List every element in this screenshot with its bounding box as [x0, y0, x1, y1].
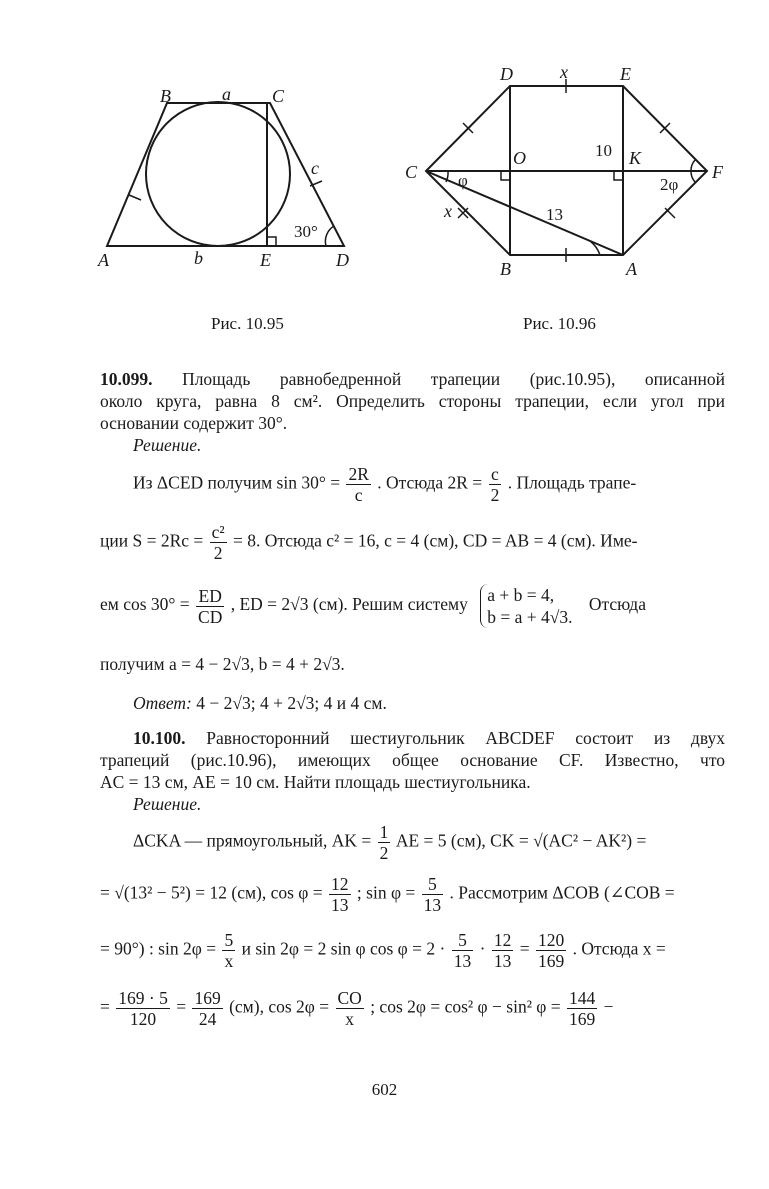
label-E: E	[260, 250, 271, 270]
math-text: = 8. Отсюда c² = 16, c = 4 (см), CD = AB = 4 (см). Име-	[233, 530, 638, 551]
math-text: . Площадь трапе-	[507, 472, 637, 493]
fraction: $\frac{169 \cdot 5}{120}$	[118, 988, 168, 1029]
label-A: A	[626, 259, 637, 279]
math-text: =	[100, 996, 110, 1017]
figure-10-95	[90, 80, 370, 280]
problem-10-100-line1	[133, 727, 725, 749]
math-text: . Рассмотрим ΔCOB (∠COB =	[449, 882, 675, 903]
math-text: =	[519, 938, 530, 959]
math-text: (см), cos 2φ =	[229, 996, 330, 1017]
caption-10-96: Рис. 10.96	[523, 314, 596, 333]
solution-1-step-4: получим a = 4 − 2√3, b = 4 + 2√3.	[100, 654, 345, 674]
math-text: ем cos 30° =	[100, 594, 190, 615]
label-13: 13	[546, 205, 563, 224]
solution-1-step-2	[100, 522, 638, 563]
fraction: $\frac{12}{13}$	[331, 874, 349, 915]
fraction: $\frac{5}{13}$	[453, 930, 472, 971]
problem-text: Равносторонний шестиугольник ABCDEF состоит из двух	[206, 728, 725, 748]
math-text: ; sin φ =	[356, 882, 416, 903]
label-F: F	[712, 162, 723, 182]
label-C: C	[272, 86, 285, 106]
fraction: $\frac{144}{169}$	[569, 988, 596, 1029]
problem-text: Площадь равнобедренной трапеции (рис.10.95), описанной	[182, 369, 726, 389]
answer-1	[133, 693, 387, 714]
label-2phi: 2φ	[660, 175, 679, 194]
fraction: $\frac{12}{13}$	[493, 930, 512, 971]
answer-label: Ответ:	[133, 693, 192, 713]
fraction: $\frac{c}{2}$	[490, 464, 500, 505]
math-text: , ED = 2√3 (см). Решим систему	[230, 594, 468, 615]
fraction: $\frac{1}{2}$	[379, 822, 389, 863]
label-D: D	[336, 250, 349, 270]
label-A: A	[98, 250, 109, 270]
label-phi: φ	[458, 171, 468, 190]
label-x-top: x	[560, 62, 568, 82]
label-b: b	[194, 248, 203, 268]
problem-number: 10.099.	[100, 369, 153, 389]
solution-2-step-3	[100, 930, 666, 971]
system-eq-2: b = a + 4√3.	[487, 607, 573, 627]
label-E: E	[620, 64, 631, 84]
problem-10-100-line3: AC = 13 см, AE = 10 см. Найти площадь шестиугольника.	[100, 772, 531, 792]
math-text: Из ΔCED получим sin 30° =	[133, 472, 341, 493]
segment-ca	[426, 171, 623, 255]
label-angle: 30°	[294, 222, 318, 241]
math-text: . Отсюда 2R =	[377, 472, 483, 493]
math-text: =	[176, 996, 187, 1017]
fraction: $\frac{ED}{CD}$	[198, 585, 223, 627]
label-x-left: x	[444, 201, 452, 221]
solution-2-step-4	[100, 988, 614, 1029]
figure-10-96	[400, 60, 740, 290]
fraction: $\frac{\text{c²}}{2}$	[211, 522, 225, 563]
fraction: $\frac{169}{24}$	[194, 988, 221, 1029]
label-c: c	[311, 158, 319, 178]
page-number: 602	[371, 1080, 398, 1099]
angle-2phi-arc-2	[691, 171, 695, 182]
math-text: Отсюда	[588, 594, 646, 615]
label-C: C	[405, 162, 418, 182]
label-K: K	[629, 148, 642, 168]
problem-10-099-line2: около круга, равна 8 см². Определить стороны трапеции, если угол при	[100, 391, 725, 411]
angle-2phi-arc-1	[691, 160, 695, 171]
math-text: . Отсюда x =	[572, 938, 666, 959]
answer-value: 4 − 2√3; 4 + 2√3; 4 и 4 см.	[196, 693, 387, 713]
right-angle-o	[501, 171, 510, 180]
label-a: a	[222, 84, 231, 104]
problem-number: 10.100.	[133, 728, 186, 748]
math-text: и sin 2φ = 2 sin φ cos φ = 2 ·	[241, 938, 446, 959]
math-text: ΔCKA — прямоугольный, AK =	[133, 830, 372, 851]
problem-10-100-line2: трапеций (рис.10.96), имеющих общее основание CF. Известно, что	[100, 750, 725, 770]
solution-1-step-3	[100, 584, 646, 628]
solution-label: Решение.	[133, 435, 202, 455]
fraction: $\frac{2R}{c}$	[348, 464, 369, 505]
fraction: $\frac{5}{x}$	[224, 930, 234, 971]
right-angle-k	[614, 171, 623, 180]
caption-10-95: Рис. 10.95	[211, 314, 284, 333]
math-text: ции S = 2Rc =	[100, 530, 204, 551]
label-D: D	[500, 64, 513, 84]
inscribed-circle	[146, 102, 290, 246]
fraction: $\frac{120}{169}$	[537, 930, 565, 971]
tick-fa	[665, 208, 675, 218]
angle-arc	[325, 226, 334, 246]
problem-10-099-line3: основании содержит 30°.	[100, 413, 288, 433]
math-text: ; cos 2φ = cos² φ − sin² φ =	[370, 996, 561, 1017]
equation-system	[480, 584, 572, 628]
solution-label: Решение.	[133, 794, 202, 814]
problem-10-099-line1	[100, 368, 725, 390]
math-text: ·	[479, 938, 486, 959]
solution-2-step-2	[100, 874, 675, 915]
math-text: −	[603, 996, 614, 1017]
label-O: O	[513, 148, 526, 168]
right-angle-mark	[267, 237, 276, 246]
label-B: B	[160, 86, 171, 106]
label-B: B	[500, 259, 511, 279]
tick-ab	[129, 195, 141, 200]
fraction: $\frac{CO}{x}$	[337, 988, 362, 1029]
solution-1-step-1	[133, 464, 636, 505]
math-text: = √(13² − 5²) = 12 (см), cos φ =	[100, 882, 323, 903]
math-text: AE = 5 (см), CK = √(AC² − AK²) =	[395, 830, 647, 851]
math-text: = 90°) : sin 2φ =	[100, 938, 217, 959]
system-eq-1: a + b = 4,	[487, 585, 555, 605]
fraction: $\frac{5}{13}$	[423, 874, 442, 915]
solution-2-step-1	[133, 822, 646, 863]
label-10: 10	[595, 141, 612, 160]
